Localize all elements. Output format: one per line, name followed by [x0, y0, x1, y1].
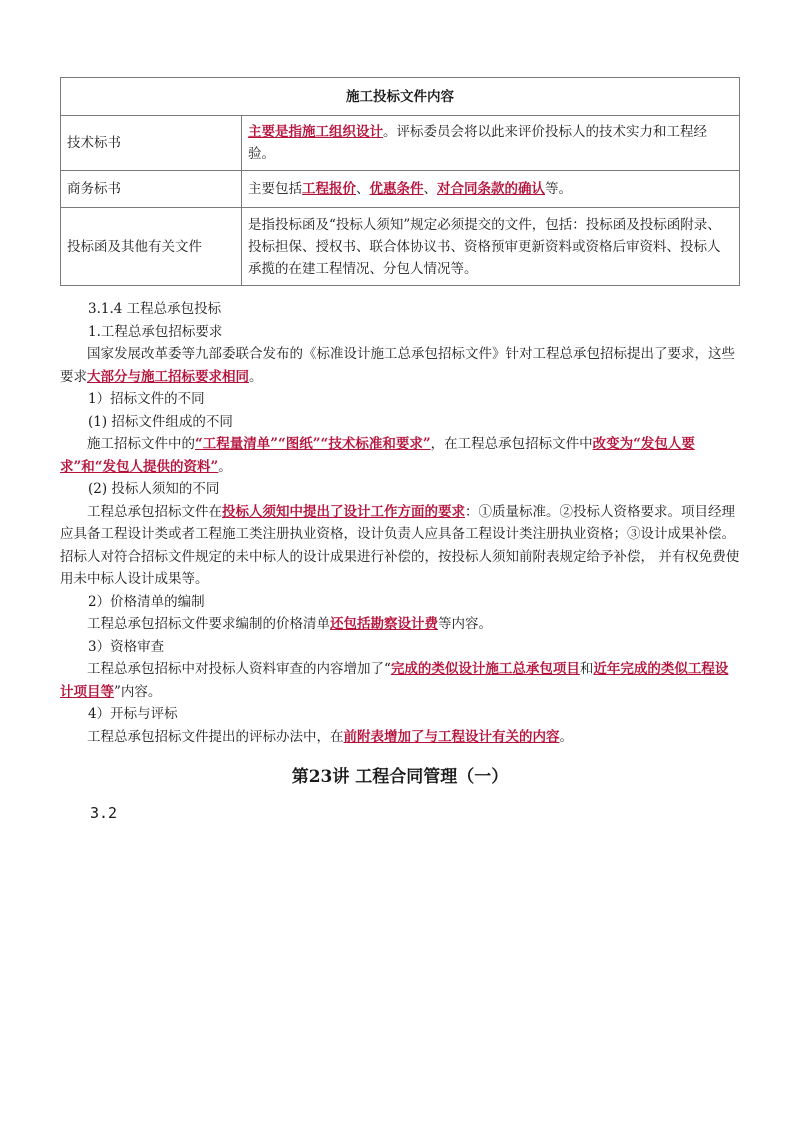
- text-run: 3）资格审查: [88, 638, 165, 655]
- text-run: 工程总承包招标文件提出的评标办法中，在: [87, 728, 344, 745]
- text-run: 等。: [545, 181, 572, 197]
- row-content: [242, 116, 740, 171]
- paragraph: [60, 388, 740, 411]
- text-run: 和: [579, 661, 594, 677]
- text-run: 是指投标函及“投标人须知”规定必须提交的文件，包括：投标函及投标函附录、投标担保、授权书、联合体协议书、资格预审更新资料或资格后审资料、投标人承揽的在建工程情况、分包人情况等。: [248, 216, 721, 277]
- text-run: ：①质量标准。②投标人资格要求。项目经理应具备工程设计类或者工程施工类注册执业资格，设计负责人应具备工程设计类注册执业资格；③设计成果补偿。招标人对符合招标文件规定的未中标人的设计成果进行补偿的，按投标人须知前附表规定给予补偿， 并有权免费使用未中标人设计成果等。: [60, 503, 740, 587]
- text-run: 工程总承包招标中对投标人资料审查的内容增加了“: [87, 661, 391, 677]
- body-text: [60, 298, 740, 748]
- text-run: (1) 招标文件组成的不同: [88, 413, 233, 430]
- paragraph: [60, 726, 740, 749]
- highlighted-text: 优惠条件: [369, 181, 424, 197]
- text-run: 施工招标文件中的: [87, 436, 195, 452]
- text-run: 。: [218, 458, 232, 475]
- text-run: (2) 投标人须知的不同: [88, 481, 220, 497]
- paragraph: [60, 298, 740, 321]
- bid-document-table: [60, 77, 740, 286]
- section-number: 3.2: [90, 804, 118, 822]
- text-run: 1.工程总承包招标要求: [88, 323, 223, 340]
- text-run: 。评标委员会将以此来评价投标人的技术实力和工程经验。: [248, 124, 707, 162]
- row-label: 技术标书: [61, 116, 242, 171]
- paragraph: [60, 658, 740, 703]
- text-run: 主要包括: [248, 181, 302, 197]
- text-run: 工程总承包招标文件要求编制的价格清单: [87, 616, 330, 632]
- paragraph: [60, 433, 740, 478]
- text-run: 、: [423, 181, 437, 197]
- paragraph: [60, 478, 740, 501]
- text-run: 1）招标文件的不同: [88, 391, 205, 407]
- text-run: 2）价格清单的编制: [88, 593, 205, 610]
- table-header-row: [61, 78, 740, 116]
- text-run: 。: [249, 368, 263, 385]
- row-label: 商务标书: [61, 171, 242, 208]
- paragraph: [60, 613, 740, 636]
- highlighted-text: 对合同条款的确认: [437, 181, 545, 197]
- text-run: 等内容。: [438, 616, 492, 632]
- text-run: 3.1.4 工程总承包投标: [88, 301, 222, 317]
- highlighted-text: 前附表增加了与工程设计有关的内容: [343, 728, 560, 745]
- highlighted-text: 还包括勘察设计费: [330, 616, 438, 632]
- table-row: [61, 171, 740, 208]
- paragraph: [60, 321, 740, 344]
- table-row: [61, 208, 740, 286]
- text-run: 国家发展改革委等九部委联合发布的《标准设计施工总承包招标文件》针对工程总承包招标提出了要求，这些要求: [60, 346, 735, 385]
- highlighted-text: 主要是指施工组织设计: [248, 124, 383, 140]
- text-run: ，在工程总承包招标文件中: [430, 436, 593, 452]
- highlighted-text: 完成的类似设计施工总承包项目: [390, 661, 580, 677]
- row-label: 投标函及其他有关文件: [61, 208, 242, 286]
- row-content: [242, 208, 740, 286]
- highlighted-text: 近年完成的类似工程设计项目等: [60, 661, 729, 700]
- highlighted-text: “工程量清单”“图纸”“技术标准和要求”: [195, 436, 431, 452]
- highlighted-text: 投标人须知中提出了设计工作方面的要求: [222, 503, 465, 520]
- highlighted-text: 改变为“发包人要求”和“发包人提供的资料”: [60, 436, 695, 475]
- text-run: 。: [559, 728, 573, 745]
- text-run: 4）开标与评标: [88, 706, 178, 722]
- paragraph: [60, 703, 740, 726]
- table-header: 施工投标文件内容: [61, 78, 740, 116]
- paragraph: [60, 636, 740, 659]
- text-run: 工程总承包招标文件在: [87, 503, 222, 520]
- lecture-title: 第23讲 工程合同管理（一）: [291, 767, 509, 787]
- text-run: ”内容。: [114, 683, 162, 700]
- paragraph: [60, 411, 740, 434]
- paragraph: [60, 343, 740, 388]
- row-content: [242, 171, 740, 208]
- table-row: [61, 116, 740, 171]
- highlighted-text: 工程报价: [302, 181, 356, 197]
- highlighted-text: 大部分与施工招标要求相同: [87, 368, 249, 385]
- paragraph: [60, 591, 740, 614]
- text-run: 、: [356, 181, 370, 197]
- paragraph: [60, 501, 740, 591]
